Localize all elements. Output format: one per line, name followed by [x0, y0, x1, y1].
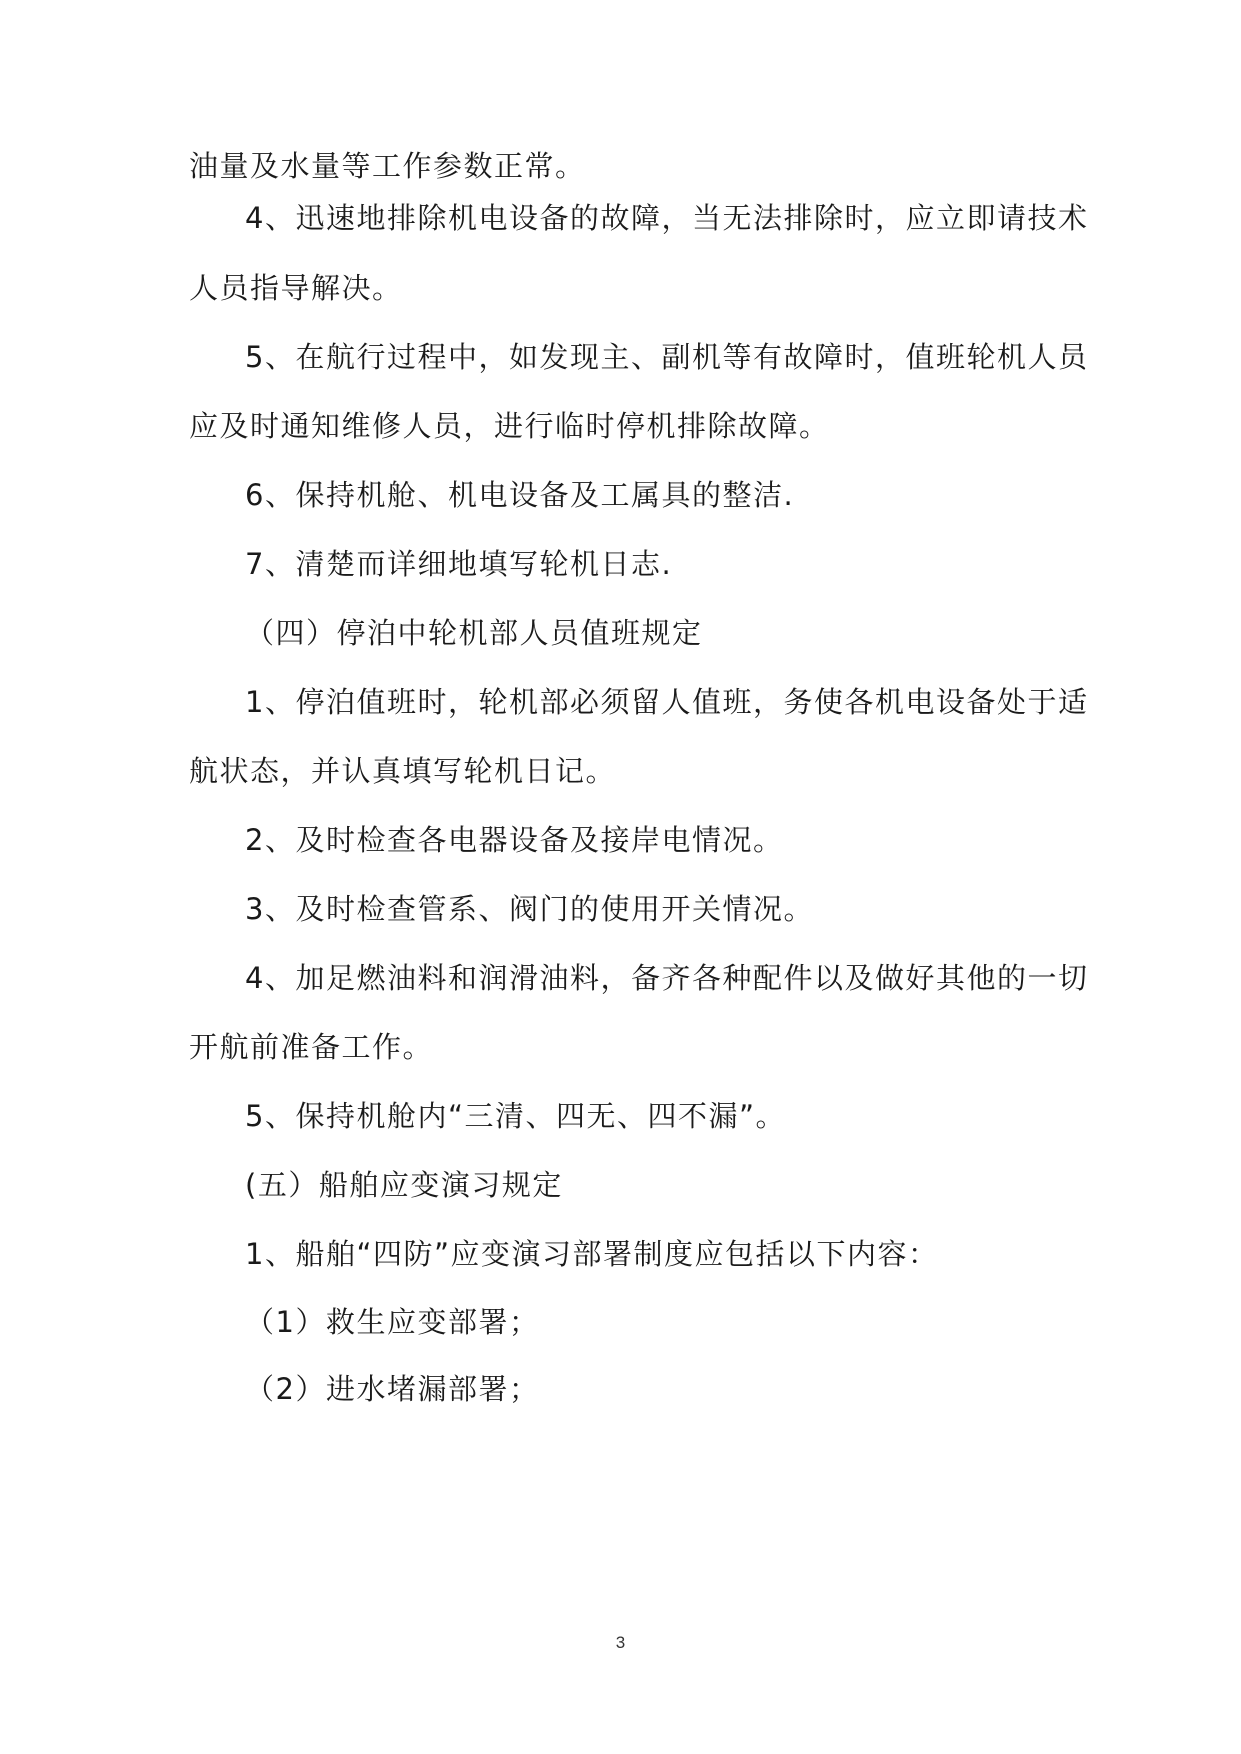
paragraph-line: 应及时通知维修人员，进行临时停机排除故障。	[189, 409, 830, 443]
paragraph-line: 航状态，并认真填写轮机日记。	[189, 754, 617, 788]
paragraph-line: 5、在航行过程中，如发现主、副机等有故障时，值班轮机人员	[245, 340, 1089, 374]
paragraph-line: 4、迅速地排除机电设备的故障，当无法排除时，应立即请技术	[245, 201, 1089, 235]
paragraph-line: 人员指导解决。	[189, 271, 403, 305]
paragraph-line: 2、及时检查各电器设备及接岸电情况。	[245, 823, 784, 857]
paragraph-line: 1、停泊值班时，轮机部必须留人值班，务使各机电设备处于适	[245, 685, 1089, 719]
paragraph-line: 1、船舶“四防”应变演习部署制度应包括以下内容：	[245, 1237, 939, 1271]
list-item: （1）救生应变部署；	[245, 1305, 540, 1339]
paragraph-line: 3、及时检查管系、阀门的使用开关情况。	[245, 892, 814, 926]
section-heading: （四）停泊中轮机部人员值班规定	[245, 616, 703, 650]
section-heading: (五）船舶应变演习规定	[245, 1168, 563, 1202]
list-item: （2）进水堵漏部署；	[245, 1372, 540, 1406]
paragraph-line: 4、加足燃油料和润滑油料，备齐各种配件以及做好其他的一切	[245, 961, 1089, 995]
page-number: 3	[615, 1633, 626, 1652]
paragraph-line: 开航前准备工作。	[189, 1030, 434, 1064]
paragraph-line: 7、清楚而详细地填写轮机日志.	[245, 547, 673, 581]
paragraph-line: 5、保持机舱内“三清、四无、四不漏”。	[245, 1099, 786, 1133]
paragraph-line: 6、保持机舱、机电设备及工属具的整洁.	[245, 478, 795, 512]
paragraph-line: 油量及水量等工作参数正常。	[189, 149, 586, 183]
